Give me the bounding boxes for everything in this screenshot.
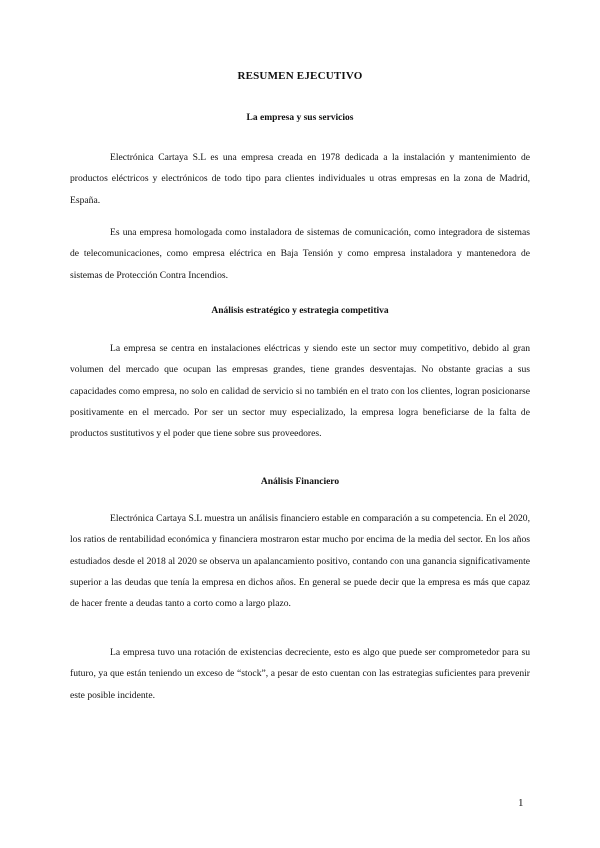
paragraph: Electrónica Cartaya S.L muestra un análisis financiero estable en comparación a su competencia. En el 2020, los ratios de rentabilidad económica y financiera mostraron estar mucho por encima de la media del sector. En los años estudiados desde el 2018 al 2020 se observa un apalancamiento positivo, contando con una ganancia significativamente superior a las deudas que tenía la empresa en dichos años. En general se puede decir que la empresa es más que capaz de hacer frente a deudas tanto a corto como a largo plazo. bbox=[70, 513, 530, 610]
section-heading-financiero: Análisis Financiero bbox=[260, 477, 340, 487]
section-heading-estrategico: Análisis estratégico y estrategia competitiva bbox=[211, 306, 389, 316]
document-title: RESUMEN EJECUTIVO bbox=[237, 70, 363, 82]
page-number: 1 bbox=[518, 797, 524, 809]
section-heading-empresa: La empresa y sus servicios bbox=[246, 113, 354, 123]
paragraph: Electrónica Cartaya S.L es una empresa creada en 1978 dedicada a la instalación y mantenimiento de productos eléctricos y electrónicos de todo tipo para clientes individuales u otras empresas en la zona de Madrid, España. bbox=[70, 152, 530, 206]
paragraph: La empresa tuvo una rotación de existencias decreciente, esto es algo que puede ser comprometedor para su futuro, ya que están teniendo un exceso de “stock”, a pesar de esto cuentan con las estrategias suficientes para prevenir este posible incidente. bbox=[70, 647, 530, 701]
paragraph: Es una empresa homologada como instaladora de sistemas de comunicación, como integradora de sistemas de telecomunicaciones, como empresa eléctrica en Baja Tensión y como empresa instaladora y mantenedora de sistemas de Protección Contra Incendios. bbox=[70, 227, 530, 281]
paragraph: La empresa se centra en instalaciones eléctricas y siendo este un sector muy competitivo, debido al gran volumen del mercado que ocupan las empresas grandes, tiene grandes desventajas. No obstante gracias a sus capacidades como empresa, no solo en calidad de servicio si no también en el trato con los clientes, logran posicionarse positivamente en el mercado. Por ser un sector muy especializado, la empresa logra beneficiarse de la falta de productos sustitutivos y el poder que tiene sobre sus proveedores. bbox=[70, 343, 530, 440]
